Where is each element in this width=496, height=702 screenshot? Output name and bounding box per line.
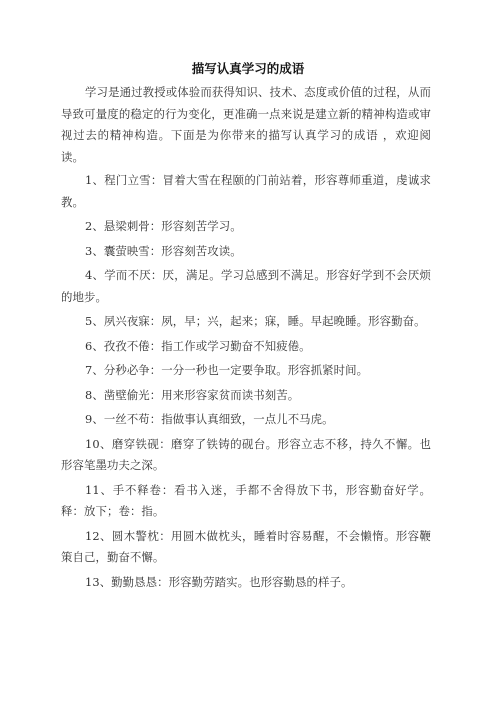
idiom-item-13: 13、勤勤恳恳：形容勤劳踏实。也形容勤恳的样子。 [85, 574, 353, 589]
idiom-item-7: 7、分秒必争：一分一秒也一定要争取。形容抓紧时间。 [85, 363, 369, 377]
idiom-item-3: 3、囊萤映雪：形容刻苦攻读。 [85, 243, 242, 258]
idiom-item-5: 5、夙兴夜寐：夙，早；兴，起来；寐，睡。早起晚睡。形容勤奋。 [85, 314, 426, 328]
idiom-item-6: 6、孜孜不倦：指工作或学习勤奋不知疲倦。 [85, 338, 311, 353]
idiom-item-9: 9、一丝不苟：指做事认真细致，一点儿不马虎。 [85, 412, 334, 426]
document-title: 描写认真学习的成语 [191, 61, 305, 76]
idiom-item-1: 1、程门立雪：冒着大雪在程颐的门前站着，形容尊师重道，虔诚求教。 [61, 173, 431, 209]
document-body [61, 82, 431, 596]
idiom-item-11: 11、手不释卷：看书入迷，手都不舍得放下书，形容勤奋好学。释：放下；卷：指。 [61, 482, 431, 518]
idiom-item-4: 4、学而不厌：厌，满足。学习总感到不满足。形容好学到不会厌烦的地步。 [61, 268, 431, 304]
intro-paragraph: 学习是通过教授或体验而获得知识、技术、态度或价值的过程，从而导致可量度的稳定的行为变化，更准确一点来说是建立新的精神构造或审视过去的精神构造。下面是为你带来的描写认真学习的成语 ，欢迎阅读。 [61, 85, 431, 164]
idiom-item-10: 10、磨穿铁砚：磨穿了铁铸的砚台。形容立志不移，持久不懈。也形容笔墨功夫之深。 [61, 436, 431, 472]
idiom-item-12: 12、圆木警枕：用圆木做枕头，睡着时容易醒，不会懒惰。形容鞭策自己，勤奋不懈。 [61, 528, 431, 564]
idiom-item-2: 2、悬梁刺骨：形容刻苦学习。 [85, 219, 242, 233]
idiom-item-8: 8、凿壁偷光：用来形容家贫而读书刻苦。 [85, 387, 300, 402]
